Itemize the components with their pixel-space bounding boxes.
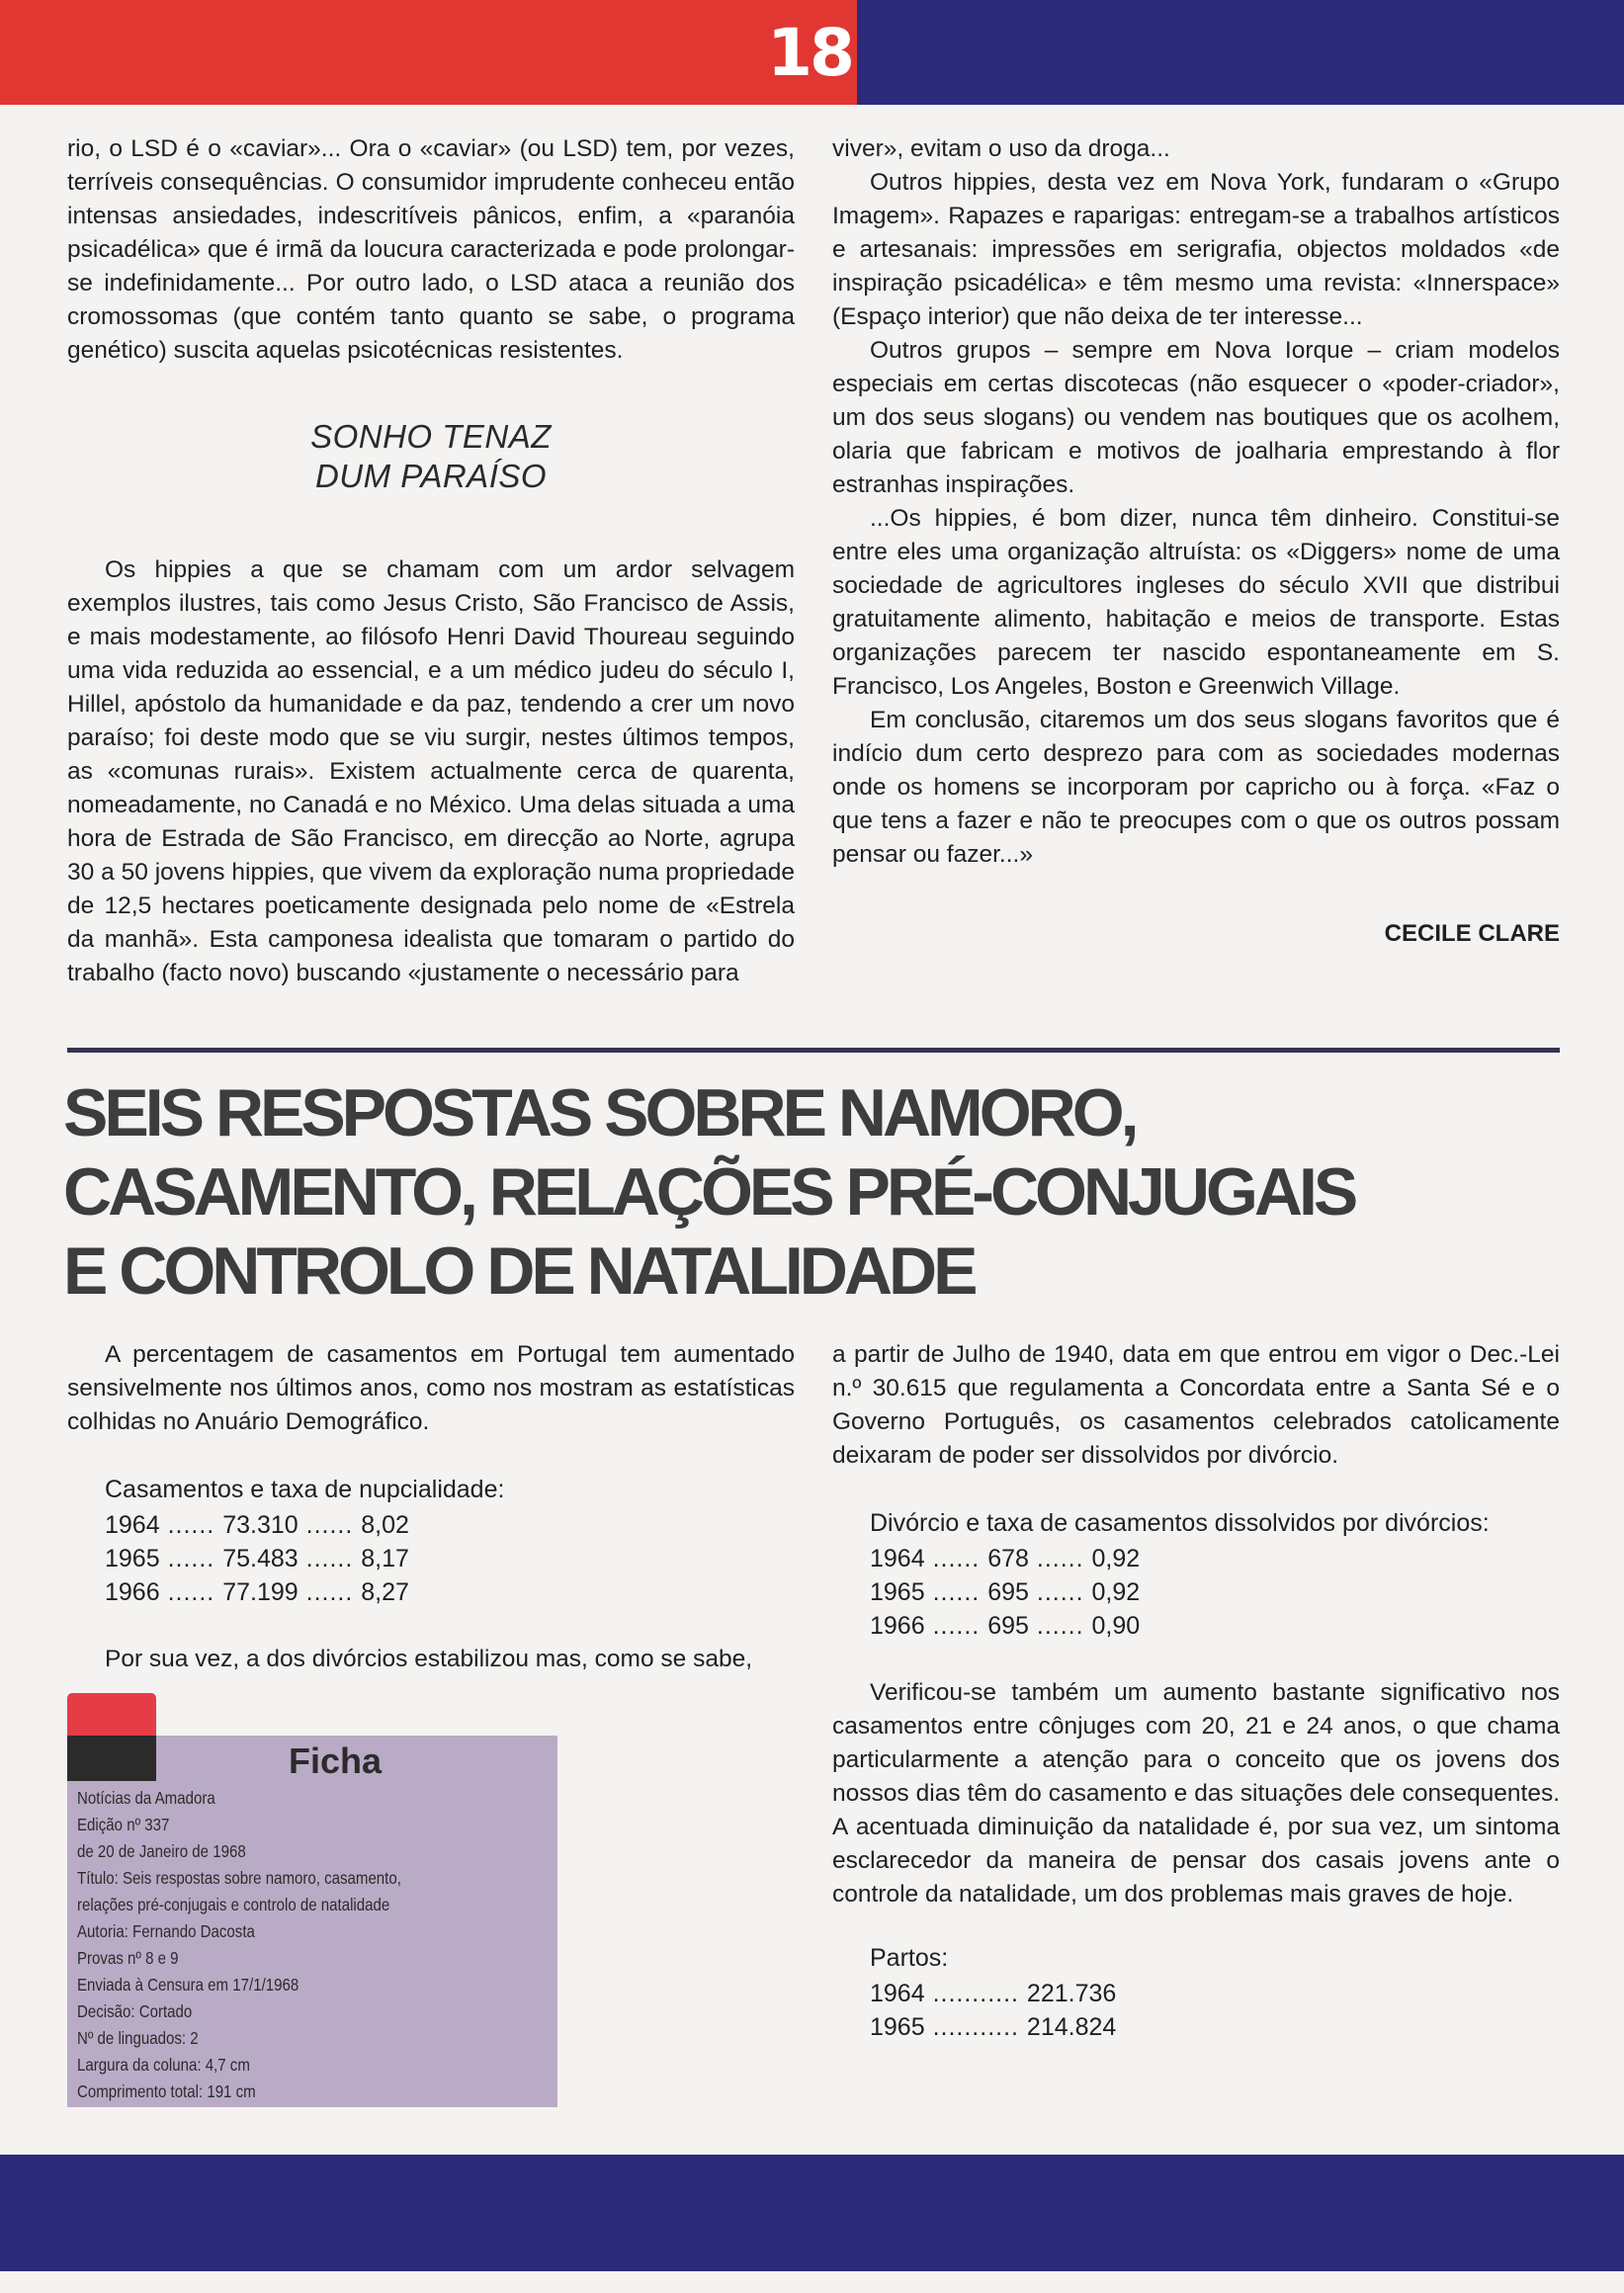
table-title: Divórcio e taxa de casamentos dissolvidos por divórcios: <box>870 1509 1490 1537</box>
article2-intro-paragraph: A percentagem de casamentos em Portugal tem aumentado sensivelmente nos últimos anos, como nos mostram as estatísticas colhidas no Anuário Demográfico. <box>67 1341 795 1435</box>
row-year: 1966 <box>105 1578 160 1606</box>
ficha-line: Decisão: Cortado <box>77 2001 193 2021</box>
row-value: 77.199 <box>222 1578 299 1606</box>
row-value: 678 <box>987 1545 1029 1572</box>
row-rate: 0,92 <box>1091 1578 1141 1606</box>
article2-paragraph-1: a partir de Julho de 1940, data em que entrou em vigor o Dec.-Lei n.º 30.615 que regulamenta a Concordata entre a Santa Sé e o Governo Português, os casamentos celebrados catolicamente deixaram de poder ser dissolvidos por divórcio. <box>832 1341 1560 1469</box>
article1-intro-paragraph: rio, o LSD é o «caviar»... Ora o «caviar» (ou LSD) tem, por vezes, terríveis consequências. O consumidor imprudente conheceu então intensas ansiedades, indescritíveis pânicos, enfim, a «paranóia psicadélica» que é irmã da loucura caracterizada e pode prolongar-se indefinidamente... Por outro lado, o LSD ataca a reunião dos cromossomas (que contém tanto quanto se sabe, o programa genético) suscita aquelas psicotécnicas resistentes. <box>67 135 795 364</box>
row-value: 75.483 <box>222 1545 299 1572</box>
subheading-line-1: SONHO TENAZ <box>310 418 552 455</box>
footer-blue-band <box>0 2155 1624 2271</box>
ficha-tab-red <box>67 1693 156 1739</box>
article1-column-left <box>67 132 795 990</box>
row-rate: 8,02 <box>361 1511 409 1539</box>
article2-headline <box>63 1073 1585 1311</box>
headline-line-2: CASAMENTO, RELAÇÕES PRÉ-CONJUGAIS <box>63 1154 1355 1230</box>
table-title: Partos: <box>870 1944 949 1972</box>
row-rate: 8,17 <box>361 1545 409 1572</box>
header-red-band <box>0 0 857 105</box>
article2-column-right <box>832 1338 1560 2044</box>
row-year: 1964 <box>870 1980 925 2007</box>
article1-paragraph-3: Outros grupos – sempre em Nova Iorque – criam modelos especiais em certas discotecas (não esquecer o «poder-criador», um dos seus slogans) ou vendem nas boutiques que os acolhem, olaria que fabricam e motivos de joalharia emprestando à flor estranhas inspirações. <box>832 337 1560 498</box>
ficha-line: Notícias da Amadora <box>77 1788 215 1808</box>
row-value: 221.736 <box>1026 1980 1117 2007</box>
ficha-line: Largura da coluna: 4,7 cm <box>77 2055 250 2075</box>
article1-paragraph-1: viver», evitam o uso da droga... <box>832 135 1170 162</box>
headline-line-1: SEIS RESPOSTAS SOBRE NAMORO, <box>63 1075 1136 1150</box>
ficha-line: Comprimento total: 191 cm <box>77 2081 256 2101</box>
ficha-line: Título: Seis respostas sobre namoro, casamento, <box>77 1868 401 1888</box>
row-year: 1965 <box>870 2013 925 2041</box>
article1-column-right <box>832 132 1560 951</box>
ficha-line: Edição nº 337 <box>77 1815 170 1834</box>
marriage-statistics-table <box>105 1473 795 1609</box>
row-rate: 8,27 <box>361 1578 409 1606</box>
ficha-details <box>77 1785 485 2105</box>
table-title: Casamentos e taxa de nupcialidade: <box>105 1476 505 1503</box>
ficha-line: Provas nº 8 e 9 <box>77 1948 179 1968</box>
article1-body-paragraph: Os hippies a que se chamam com um ardor selvagem exemplos ilustres, tais como Jesus Cristo, São Francisco de Assis, e mais modestamente, ao filósofo Henri David Thoureau seguindo uma vida reduzida ao essencial, e a um médico judeu do século I, Hillel, apóstolo da humanidade e da paz, tendendo a crer um novo paraíso; foi deste modo que se viu surgir, nestes últimos tempos, as «comunas rurais». Existem actualmente cerca de quarenta, nomeadamente, no Canadá e no México. Uma delas situada a uma hora de Estrada de São Francisco, em direcção ao Norte, agrupa 30 a 50 jovens hippies, que vivem da exploração numa propriedade de 12,5 hectares poeticamente designada pelo nome de «Estrela da manhã». Esta camponesa idealista que tomaram o partido do trabalho (facto novo) buscando «justamente o necessário para <box>67 556 795 986</box>
table-row: 1965 ........... 214.824 <box>870 2013 1117 2041</box>
row-rate: 0,90 <box>1091 1612 1141 1640</box>
page-number: 18 <box>767 15 852 91</box>
ficha-line: de 20 de Janeiro de 1968 <box>77 1841 246 1861</box>
article2-column-left <box>67 1338 795 1676</box>
subheading-line-2: DUM PARAÍSO <box>314 458 548 494</box>
row-year: 1965 <box>870 1578 925 1606</box>
divorce-statistics-table <box>870 1506 1560 1643</box>
ficha-line: Autoria: Fernando Dacosta <box>77 1921 255 1941</box>
table-row: 1965 ...... 75.483 ...... 8,17 <box>105 1545 409 1572</box>
row-year: 1965 <box>105 1545 160 1572</box>
header-blue-band <box>857 0 1624 105</box>
row-year: 1966 <box>870 1612 925 1640</box>
row-value: 73.310 <box>222 1511 299 1539</box>
article2-paragraph-2: Verificou-se também um aumento bastante significativo nos casamentos entre cônjuges com 20, 21 e 24 anos, o que chama particularmente a atenção para o conceito que os jovens dos nossos dias têm do casamento e das situações dele consequentes. A acentuada diminuição da natalidade é, por sua vez, um sintoma esclarecedor da maneira de pensar dos casais jovens ante o controle da natalidade, um dos problemas mais graves de hoje. <box>832 1679 1560 1908</box>
row-year: 1964 <box>105 1511 160 1539</box>
table-row: 1966 ...... 695 ...... 0,90 <box>870 1612 1141 1640</box>
row-value: 695 <box>987 1578 1029 1606</box>
table-row: 1965 ...... 695 ...... 0,92 <box>870 1578 1141 1606</box>
ficha-tab-dark <box>67 1736 156 1781</box>
row-value: 695 <box>987 1612 1029 1640</box>
article1-author: CECILE CLARE <box>1384 920 1560 947</box>
ficha-line: relações pré-conjugais e controlo de natalidade <box>77 1895 390 1914</box>
births-statistics-table <box>870 1941 1560 2044</box>
article2-divorce-lead: Por sua vez, a dos divórcios estabilizou mas, como se sabe, <box>105 1646 753 1672</box>
article1-paragraph-4: ...Os hippies, é bom dizer, nunca têm dinheiro. Constitui-se entre eles uma organização altruísta: os «Diggers» nome de uma sociedade de agricultores ingleses do século XVII que distribui gratuitamente alimento, habitação e meios de transporte. Estas organizações parecem ter nascido espontaneamente em S. Francisco, Los Angeles, Boston e Greenwich Village. <box>832 505 1560 700</box>
ficha-title: Ficha <box>288 1741 383 1781</box>
row-value: 214.824 <box>1026 2013 1117 2041</box>
row-rate: 0,92 <box>1091 1545 1141 1572</box>
section-divider <box>67 1048 1560 1053</box>
table-row: 1964 ...... 678 ...... 0,92 <box>870 1545 1141 1572</box>
table-row: 1964 ...... 73.310 ...... 8,02 <box>105 1511 409 1539</box>
headline-line-3: E CONTROLO DE NATALIDADE <box>63 1233 975 1309</box>
article1-paragraph-2: Outros hippies, desta vez em Nova York, fundaram o «Grupo Imagem». Rapazes e raparigas: entregam-se a trabalhos artísticos e artesanais: impressões em serigrafia, objectos moldados «de inspiração psicadélica» e têm mesmo uma revista: «Innerspace» (Espaço interior) que não deixa de ter interesse... <box>832 169 1560 330</box>
ficha-line: Enviada à Censura em 17/1/1968 <box>77 1975 299 1995</box>
article1-paragraph-5: Em conclusão, citaremos um dos seus slogans favoritos que é indício dum certo desprezo para com as sociedades modernas onde os homens se incorporam por capricho ou à força. «Faz o que tens a fazer e não te preocupes com o que os outros possam pensar ou fazer...» <box>832 707 1560 868</box>
ficha-line: Nº de linguados: 2 <box>77 2028 199 2048</box>
article1-subheading <box>67 417 795 496</box>
table-row: 1964 ........... 221.736 <box>870 1980 1117 2007</box>
table-row: 1966 ...... 77.199 ...... 8,27 <box>105 1578 409 1606</box>
row-year: 1964 <box>870 1545 925 1572</box>
